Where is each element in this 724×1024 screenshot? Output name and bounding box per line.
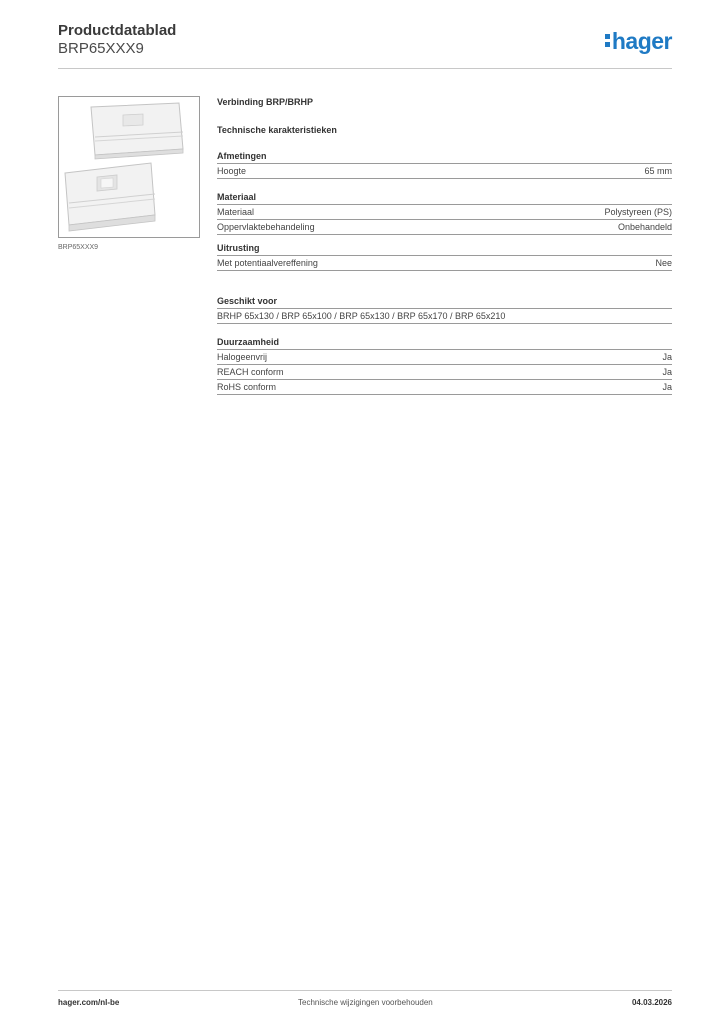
- section-geschikt-voor: [217, 295, 672, 324]
- section-materiaal: [217, 191, 672, 235]
- footer-website-link[interactable]: hager.com/nl-be: [58, 998, 120, 1007]
- spec-label: BRHP 65x130 / BRP 65x100 / BRP 65x130 / BRP 65x170 / BRP 65x210: [217, 311, 506, 321]
- product-code: BRP65XXX9: [58, 40, 144, 57]
- section-duurzaamheid: [217, 336, 672, 395]
- section-title: Duurzaamheid: [217, 336, 672, 350]
- logo-text: hager: [611, 28, 672, 54]
- logo-dots-icon: [605, 33, 610, 48]
- spec-label: RoHS conform: [217, 382, 277, 392]
- image-caption: BRP65XXX9: [58, 244, 99, 251]
- document-title: Productdatablad: [58, 22, 177, 39]
- spec-row: [217, 380, 672, 395]
- spec-value: Onbehandeld: [617, 222, 672, 232]
- section-uitrusting: [217, 242, 672, 271]
- spec-content: [217, 96, 672, 395]
- spec-value: Ja: [662, 367, 672, 377]
- product-illustration-icon: [59, 97, 199, 237]
- section-title: Geschikt voor: [217, 295, 672, 309]
- spec-label: Hoogte: [217, 166, 247, 176]
- section-title: Uitrusting: [217, 242, 672, 256]
- spec-row: [217, 350, 672, 365]
- section-title: Afmetingen: [217, 150, 672, 164]
- spec-value: Ja: [662, 382, 672, 392]
- product-name: Verbinding BRP/BRHP: [217, 97, 314, 107]
- header-divider: [58, 68, 672, 69]
- footer-notice: Technische wijzigingen voorbehouden: [298, 998, 433, 1007]
- hager-logo: [605, 28, 672, 55]
- spec-value: Nee: [655, 258, 672, 268]
- page-header: [58, 22, 672, 58]
- spec-label: REACH conform: [217, 367, 284, 377]
- spec-row: [217, 309, 672, 324]
- spec-value: Ja: [662, 352, 672, 362]
- spec-row: [217, 164, 672, 179]
- spec-row: [217, 365, 672, 380]
- spec-label: Materiaal: [217, 207, 255, 217]
- section-title: Materiaal: [217, 191, 672, 205]
- section-afmetingen: [217, 150, 672, 179]
- spec-value: 65 mm: [644, 166, 672, 176]
- spec-label: Oppervlaktebehandeling: [217, 222, 315, 232]
- product-image: [58, 96, 200, 238]
- spec-label: Met potentiaalvereffening: [217, 258, 318, 268]
- footer-date: 04.03.2026: [631, 998, 672, 1007]
- tech-heading: Technische karakteristieken: [217, 125, 337, 135]
- spec-value: Polystyreen (PS): [604, 207, 672, 217]
- spec-row: [217, 205, 672, 220]
- spec-row: [217, 256, 672, 271]
- footer-divider: [58, 990, 672, 991]
- spec-row: [217, 220, 672, 235]
- spec-label: Halogeenvrij: [217, 352, 268, 362]
